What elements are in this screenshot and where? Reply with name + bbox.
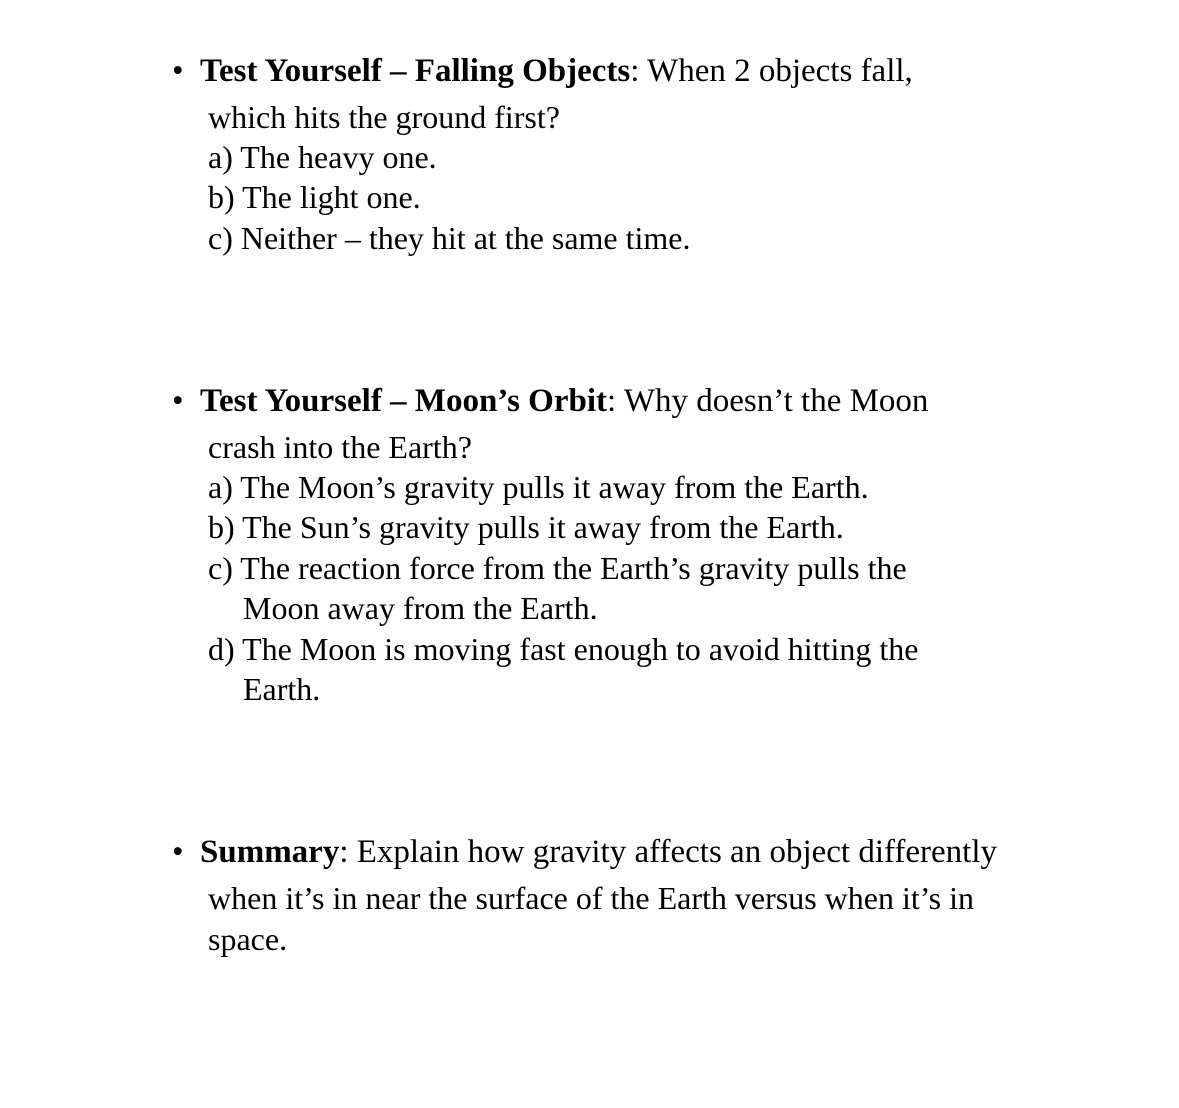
question-lead-text: Why doesn’t the Moon (616, 383, 929, 419)
summary-heading: Summary (200, 834, 340, 870)
answer-option-d-continued: Earth. (243, 671, 321, 707)
answer-option-c: c) Neither – they hit at the same time. (208, 220, 691, 256)
question-heading: Test Yourself – Falling Objects (200, 53, 631, 89)
summary-heading-line (172, 832, 997, 872)
heading-colon: : (339, 834, 349, 870)
answer-option-a: a) The Moon’s gravity pulls it away from the Earth. (208, 469, 869, 505)
bullet-icon: • (172, 834, 184, 870)
question-text-continued: crash into the Earth? (208, 429, 472, 465)
question-heading-line (172, 381, 928, 421)
answer-option-a: a) The heavy one. (208, 139, 437, 175)
bullet-icon: • (172, 53, 184, 89)
summary-text-end: space. (208, 921, 288, 957)
question-heading-line (172, 51, 913, 91)
summary-text-continued: when it’s in near the surface of the Earth versus when it’s in (208, 880, 974, 916)
answer-option-d: d) The Moon is moving fast enough to avoid hitting the (208, 631, 919, 667)
answer-option-c: c) The reaction force from the Earth’s gravity pulls the (208, 550, 907, 586)
bullet-icon: • (172, 383, 184, 419)
answer-option-c-continued: Moon away from the Earth. (243, 590, 598, 626)
heading-colon: : (630, 53, 640, 89)
answer-option-b: b) The light one. (208, 179, 421, 215)
answer-option-b: b) The Sun’s gravity pulls it away from the Earth. (208, 509, 844, 545)
summary-lead-text: Explain how gravity affects an object differently (348, 834, 997, 870)
question-text-continued: which hits the ground first? (208, 99, 560, 135)
heading-colon: : (607, 383, 617, 419)
question-heading: Test Yourself – Moon’s Orbit (200, 383, 607, 419)
question-lead-text: When 2 objects fall, (639, 53, 913, 89)
